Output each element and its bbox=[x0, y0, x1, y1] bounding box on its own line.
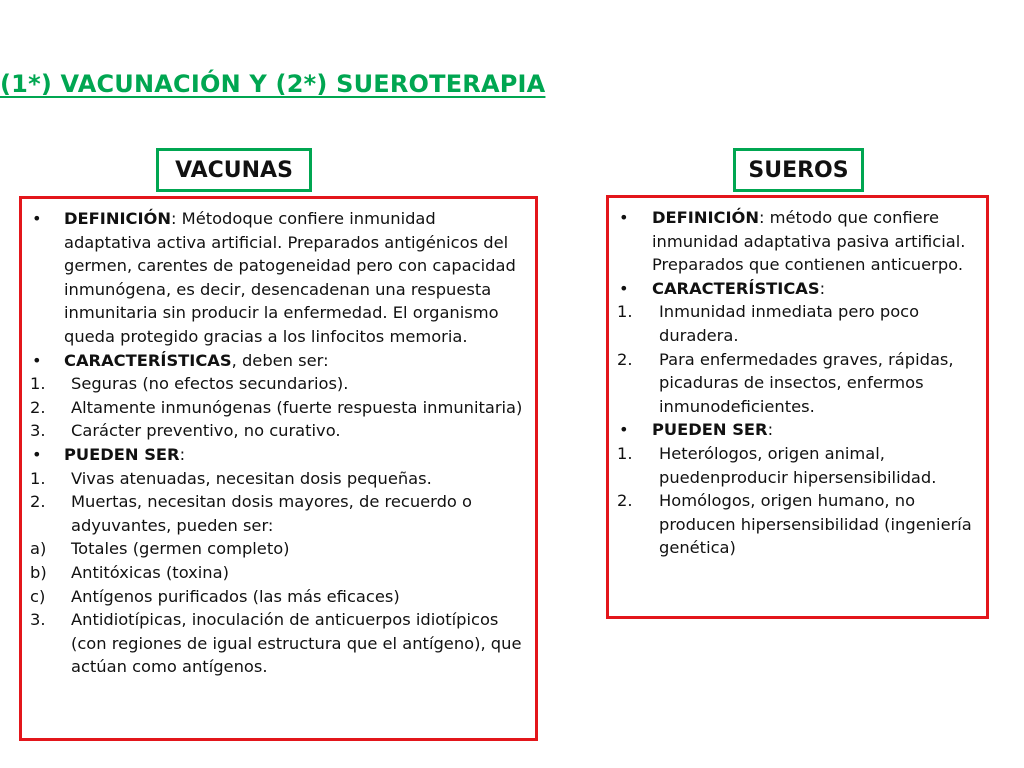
vacunas-item-text bbox=[64, 207, 525, 349]
vacunas-item bbox=[30, 585, 525, 609]
item-body: : bbox=[819, 278, 826, 298]
list-number: 1. bbox=[30, 374, 46, 394]
list-number: a) bbox=[30, 539, 47, 559]
vacunas-item-text bbox=[71, 608, 525, 679]
vacunas-item-text bbox=[71, 490, 525, 537]
item-body: Antidiotípicas, inoculación de anticuerpos idiotípicos (con regiones de igual estructura que el antígeno), que actúan como antígenos. bbox=[71, 610, 522, 677]
list-number: 2. bbox=[30, 492, 46, 512]
item-body: Muertas, necesitan dosis mayores, de recuerdo o adyuvantes, pueden ser: bbox=[71, 492, 473, 535]
vacunas-item-text bbox=[71, 372, 525, 396]
item-body: Seguras (no efectos secundarios). bbox=[71, 374, 349, 394]
vacunas-item bbox=[30, 207, 525, 349]
item-heading: DEFINICIÓN bbox=[64, 209, 171, 228]
vacunas-item-text bbox=[64, 443, 525, 467]
sueros-label: SUEROS bbox=[733, 148, 864, 192]
item-heading: CARACTERÍSTICAS bbox=[64, 350, 232, 370]
sueros-item-text bbox=[659, 300, 978, 347]
item-body: Vivas atenuadas, necesitan dosis pequeñas. bbox=[71, 468, 432, 488]
item-heading: DEFINICIÓN bbox=[652, 208, 759, 227]
vacunas-item-text bbox=[71, 467, 525, 491]
sueros-item-text bbox=[659, 442, 978, 489]
vacunas-item bbox=[30, 537, 525, 561]
item-body: : bbox=[179, 444, 186, 464]
item-body: Totales (germen completo) bbox=[71, 539, 290, 559]
item-heading: PUEDEN SER bbox=[64, 444, 180, 464]
sueros-item bbox=[617, 206, 978, 277]
list-number: 2. bbox=[617, 491, 633, 511]
vacunas-item-text bbox=[71, 585, 525, 609]
item-body: Antitóxicas (toxina) bbox=[71, 562, 229, 582]
bullet-marker: • bbox=[619, 208, 629, 227]
vacunas-item bbox=[30, 419, 525, 443]
item-body: Inmunidad inmediata pero poco duradera. bbox=[659, 302, 920, 345]
list-number: 1. bbox=[617, 443, 633, 463]
item-body: : bbox=[767, 420, 774, 440]
vacunas-item bbox=[30, 561, 525, 585]
bullet-marker: • bbox=[619, 278, 629, 298]
sueros-item-text bbox=[652, 277, 978, 301]
vacunas-item bbox=[30, 443, 525, 467]
sueros-item-text bbox=[652, 206, 978, 277]
sueros-item bbox=[617, 442, 978, 489]
vacunas-item bbox=[30, 396, 525, 420]
list-number: 1. bbox=[617, 302, 633, 322]
sueros-item bbox=[617, 489, 978, 560]
vacunas-item-text bbox=[64, 349, 525, 373]
sueros-card bbox=[606, 195, 989, 619]
item-heading: PUEDEN SER bbox=[652, 420, 768, 440]
item-body: Homólogos, origen humano, no producen hipersensibilidad (ingeniería genética) bbox=[659, 491, 972, 558]
vacunas-item bbox=[30, 467, 525, 491]
page-title: (1*) VACUNACIÓN Y (2*) SUEROTERAPIA bbox=[0, 70, 546, 98]
vacunas-label: VACUNAS bbox=[156, 148, 312, 192]
vacunas-card bbox=[19, 196, 538, 741]
bullet-marker: • bbox=[32, 444, 42, 464]
vacunas-item bbox=[30, 490, 525, 537]
list-number: 2. bbox=[30, 397, 46, 417]
item-body: Heterólogos, origen animal, puedenproducir hipersensibilidad. bbox=[659, 443, 937, 487]
sueros-item-text bbox=[659, 489, 978, 560]
sueros-item bbox=[617, 300, 978, 347]
item-body: Antígenos purificados (las más eficaces) bbox=[71, 586, 400, 606]
item-body: Para enfermedades graves, rápidas, picaduras de insectos, enfermos inmunodeficientes. bbox=[659, 349, 954, 416]
list-number: 1. bbox=[30, 468, 46, 488]
vacunas-item-text bbox=[71, 561, 525, 585]
sueros-item-text bbox=[659, 348, 978, 419]
vacunas-item-text bbox=[71, 396, 525, 420]
sueros-item bbox=[617, 348, 978, 419]
sueros-item bbox=[617, 277, 978, 301]
item-body: Carácter preventivo, no curativo. bbox=[71, 421, 341, 441]
bullet-marker: • bbox=[619, 420, 629, 440]
list-number: 3. bbox=[30, 610, 46, 630]
item-body: : método que confiere inmunidad adaptativa pasiva artificial. Preparados que contienen anticuerpo. bbox=[652, 208, 966, 275]
list-number: 3. bbox=[30, 421, 46, 441]
vacunas-item-text bbox=[71, 419, 525, 443]
list-number: c) bbox=[30, 586, 46, 606]
vacunas-item bbox=[30, 608, 525, 679]
bullet-marker: • bbox=[32, 209, 42, 228]
list-number: 2. bbox=[617, 349, 633, 369]
sueros-item-text bbox=[652, 418, 978, 442]
item-heading: CARACTERÍSTICAS bbox=[652, 278, 820, 298]
item-body: Altamente inmunógenas (fuerte respuesta inmunitaria) bbox=[71, 397, 523, 417]
vacunas-item-text bbox=[71, 537, 525, 561]
item-body: : Métodoque confiere inmunidad adaptativa activa artificial. Preparados antigénicos del germen, carentes de patogeneidad pero con capacidad inmunógena, es decir, desencadenan una respuesta inmunitaria sin producir la enfermedad. El organismo queda protegido gracias a los linfocitos memoria. bbox=[64, 209, 516, 346]
vacunas-item bbox=[30, 372, 525, 396]
vacunas-item bbox=[30, 349, 525, 373]
sueros-item bbox=[617, 418, 978, 442]
item-body: , deben ser: bbox=[231, 350, 329, 370]
list-number: b) bbox=[30, 562, 47, 582]
bullet-marker: • bbox=[32, 350, 42, 370]
